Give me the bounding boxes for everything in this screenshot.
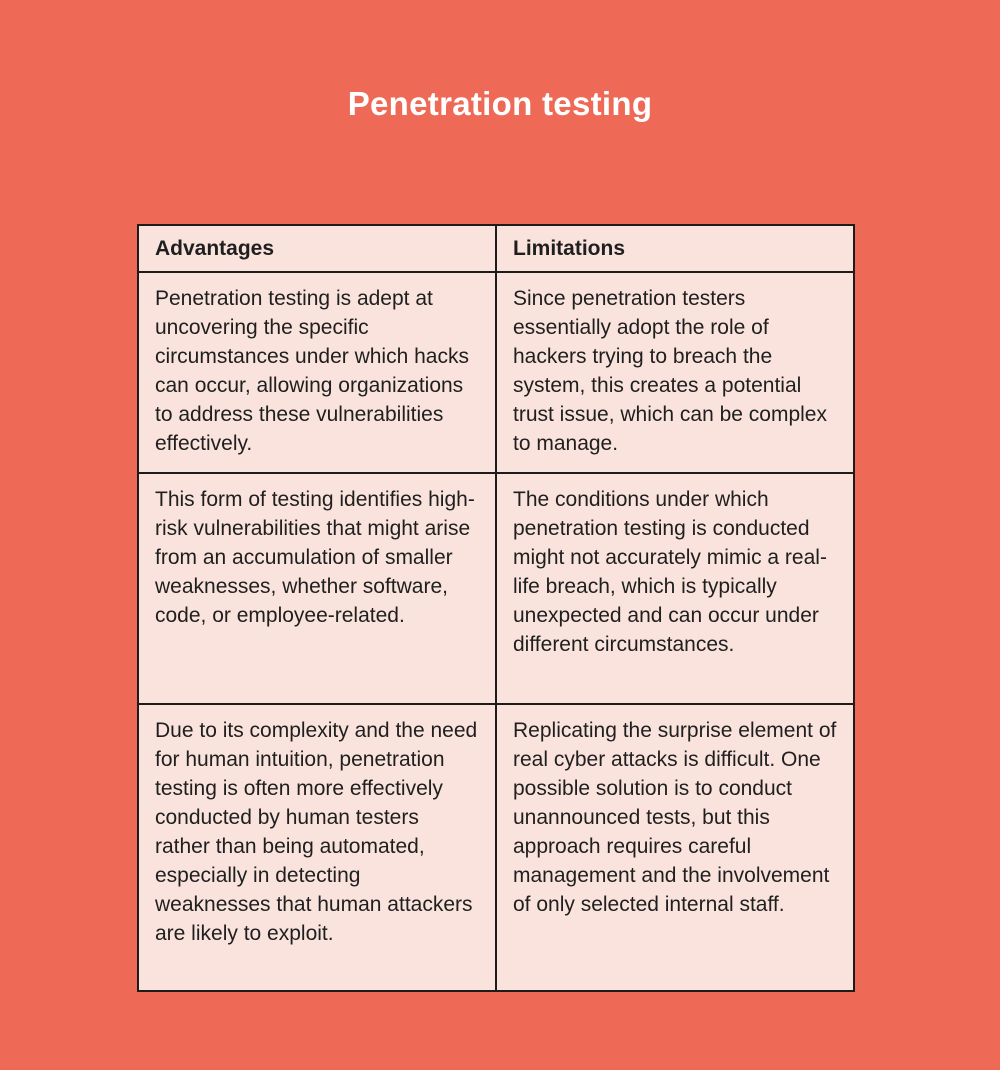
table-header-row	[138, 225, 854, 272]
limitation-cell: The conditions under which penetration testing is conducted might not accurately mimic a real-life breach, which is typically unexpected and can occur under different circumstances.	[496, 473, 854, 704]
page-title: Penetration testing	[347, 85, 653, 122]
comparison-table	[137, 224, 855, 992]
advantage-cell: Due to its complexity and the need for human intuition, penetration testing is often more effectively conducted by human testers rather than being automated, especially in detecting weaknesses that human attackers are likely to exploit.	[138, 704, 496, 991]
advantage-cell: This form of testing identifies high-risk vulnerabilities that might arise from an accumulation of smaller weaknesses, whether software, code, or employee-related.	[138, 473, 496, 704]
table-row	[138, 473, 854, 704]
limitation-cell: Since penetration testers essentially adopt the role of hackers trying to breach the system, this creates a potential trust issue, which can be complex to manage.	[496, 272, 854, 473]
header-advantages: Advantages	[138, 225, 496, 272]
table-row	[138, 272, 854, 473]
limitation-cell: Replicating the surprise element of real cyber attacks is difficult. One possible solution is to conduct unannounced tests, but this approach requires careful management and the involvement of only selected internal staff.	[496, 704, 854, 991]
header-limitations: Limitations	[496, 225, 854, 272]
table-row	[138, 704, 854, 991]
advantage-cell: Penetration testing is adept at uncovering the specific circumstances under which hacks can occur, allowing organizations to address these vulnerabilities effectively.	[138, 272, 496, 473]
